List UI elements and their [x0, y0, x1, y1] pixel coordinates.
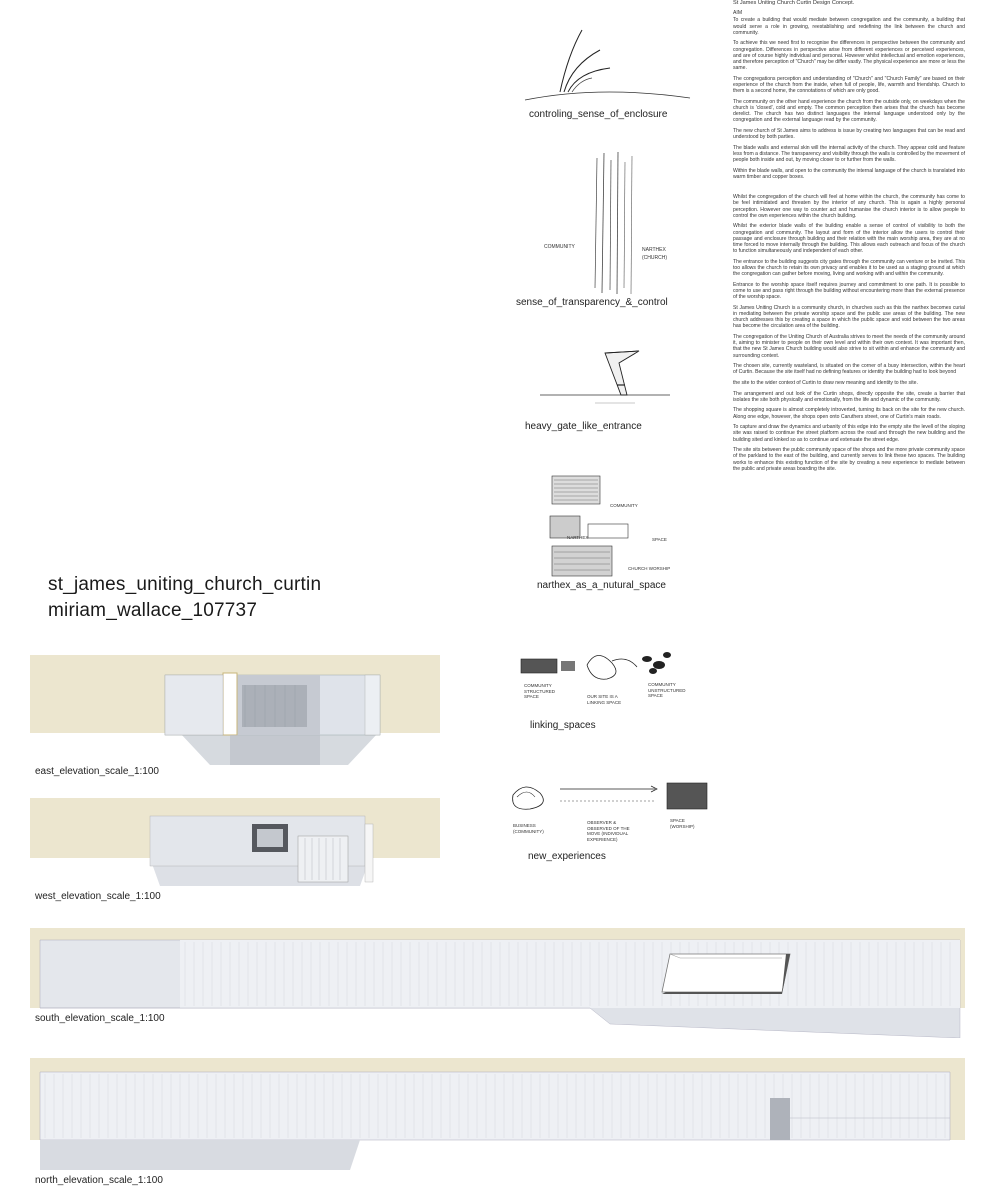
concept-paragraph: Entrance to the worship space itself requires journey and commitment to one path. It is possible to come to use and pass right through the building without encountering more than the external presence of the worship space.: [733, 281, 965, 301]
sketch-caption: heavy_gate_like_entrance: [525, 421, 642, 432]
concept-paragraph: The blade walls and external skin will the internal activity of the church. They appear cold and feature less from a distance. The transparency and visibility through the walls is controlled by the movement of people both inside and out, by moving closer to or further from the walls.: [733, 144, 965, 164]
concept-paragraph: The congregations perception and understanding of "Church" and "Church Family" are based on their experience of the church from the inside, when full of people, life, warmth and friendship. Church to them is a second home, the connotations of which are only good.: [733, 75, 965, 95]
sketch-transparency: [540, 148, 690, 298]
sketch-narthex: [548, 472, 698, 582]
concept-paragraph: The site sits between the public community space of the shops and the more private community space of the parkland to the east of the building, and currently serves to link these two spaces. The building works to enhance this existing function of the site by creating a new experience to mediate between the public and private areas boarding the site.: [733, 447, 965, 472]
concept-paragraph: The entrance to the building suggests city gates through the community can venture or be invited. This too allows the church to retain its own privacy and enables it to be used as a staging ground at which the congregation can gather before moving, living and working with and within the community.: [733, 258, 965, 278]
south-elevation: [30, 928, 965, 1038]
concept-paragraph: The shopping square is almost completely introverted, turning its back on the site for the new church. Along one edge, however, the shops open onto Caruthers street, one of Curtin's main roads.: [733, 407, 965, 420]
elevation-caption: south_elevation_scale_1:100: [35, 1013, 165, 1024]
west-elevation: [30, 798, 440, 886]
sketch-gate: [535, 345, 675, 415]
concept-paragraph: To capture and draw the dynamics and urbanity of this edge into the empty site the levell of the sloping site was raised to continue the street platform across the road and through the new building and the building sited and kinked so as to continue and extenuate the street edge.: [733, 424, 965, 443]
concept-paragraph: Within the blade walls, and open to the community the internal language of the church is translated into warm timber and copper boxes.: [733, 167, 965, 181]
sketch-annotation: COMMUNITY: [544, 244, 575, 250]
sketch-narthex-drawing: [548, 472, 698, 582]
sketch-annotation: SPACE: [652, 537, 667, 542]
project-title-block: [48, 572, 321, 624]
sketch-annotation: BUSINESS (COMMUNITY): [513, 823, 544, 834]
concept-paragraph: Whilst the congregation of the church will feel at home within the church, the community has come to be feel intimidated and threaten by the interior of any church. This is again a highly personal perception. However one way to counter act and humanise the church interior is to allow people to control the own experiences within the church building.: [733, 194, 965, 219]
sketch-annotation: (CHURCH): [642, 255, 667, 261]
concept-heading: St James Uniting Church Curtin Design Concept.: [733, 0, 855, 6]
project-title: st_james_uniting_church_curtin: [48, 574, 322, 595]
concept-paragraph: To create a building that would mediate between congregation and the community, a building that would serve a role in growing, reestablishing and redefining the link between the church and community.: [733, 17, 965, 36]
concept-paragraph: The arrangement and out look of the Curtin shops, directly opposite the site, create a barrier that isolates the site both physically and emotionally, from the life and dynamic of the community.: [733, 390, 965, 403]
concept-paragraph: The chosen site, currently wasteland, is situated on the corner of a busy intersection, within the heart of Curtin. Because the site itself had no defining features or identity the building had to look beyond: [733, 363, 965, 376]
east-elevation: [30, 655, 440, 765]
sketch-enclosure-drawing: [520, 20, 695, 120]
sketch-annotation: CHURCH WORSHIP: [628, 566, 671, 571]
concept-paragraph: The congregation of the Uniting Church of Australia strives to meet the needs of the community around it, aiming to minister to people on their own level and within their own context. It was important then, that the new St James Church building would also strive to sit within and enhance the community and surrounding context.: [733, 334, 965, 359]
east-elevation-drawing: [30, 655, 440, 765]
sketch-annotation: NARTHEX: [567, 535, 589, 540]
sketch-annotation: COMMUNITY: [610, 503, 638, 508]
sketch-annotation: COMMUNITY UNSTRUCTURED SPACE: [648, 682, 686, 698]
concept-paragraph: the site to the wider context of Curtin to draw new meaning and identity to the site.: [733, 380, 918, 387]
sketch-gate-drawing: [535, 345, 675, 415]
sketch-annotation: SPACE (WORSHIP): [670, 818, 695, 829]
concept-paragraph: To achieve this we need first to recognise the differences in perspective between the community and congregation. Differences in perspective arise from different experiences or perceived experiences, and are of course highly individual and personal. However whilst intellectual and emotion experiences, and therefore perception of "Church" may be differ vastly. The physical experience are more or less the same.: [733, 40, 965, 72]
sketch-caption: new_experiences: [528, 851, 606, 862]
elevation-caption: west_elevation_scale_1:100: [35, 891, 161, 902]
project-author: miriam_wallace_107737: [48, 600, 258, 621]
sketch-enclosure: [520, 20, 695, 120]
sketch-annotation: COMMUNITY STRUCTURED SPACE: [524, 683, 555, 699]
concept-paragraph: The community on the other hand experience the church from the outside only, on weekdays when the church is 'closed', cold and empty. The common perception then arises that the church has become derelict. The church has two distinct languages the internal language understood only by the congregation and the external language read by the community.: [733, 98, 965, 124]
concept-paragraph: The new church of St James aims to address is issue by creating two languages that can be read and understood by both parties.: [733, 128, 965, 141]
south-elevation-drawing: [30, 928, 965, 1038]
sketch-transparency-drawing: [540, 148, 690, 298]
sketch-caption: sense_of_transparency_&_control: [516, 297, 668, 308]
north-elevation: [30, 1058, 965, 1170]
north-elevation-drawing: [30, 1058, 965, 1170]
sketch-caption: linking_spaces: [530, 720, 596, 731]
concept-aim-label: AIM: [733, 10, 743, 17]
design-concept-text: [733, 0, 965, 476]
concept-paragraph: Whilst the exterior blade walls of the building enable a sense of control of visibility to both the congregation and community. The layout and form of the interior allow the users to control their passage and enclosure through building and their relation with the main worship area, they are at no time forced to move internally through the building. This allows each outreach and focus of the church to function simultaneously and independent of each other.: [733, 223, 965, 255]
sketch-annotation: OBSERVER & OBSERVED OF THE MOVE (INDIVIDUAL EXPERIENCE): [587, 820, 630, 842]
elevation-caption: north_elevation_scale_1:100: [35, 1175, 163, 1186]
sketch-annotation: OUR SITE IS A LINKING SPACE: [587, 694, 622, 705]
sketch-caption: narthex_as_a_nutural_space: [537, 580, 666, 591]
elevation-caption: east_elevation_scale_1:100: [35, 766, 159, 777]
concept-paragraph: St James Uniting Church is a community church, in churches such as this the narthex becomes curial in mediating between the private worship space and the public use areas of the building. The new church addresses this by creating a space in which the public space and void between the two areas has become the circulation area of the building.: [733, 304, 965, 330]
sketch-annotation: NARTHEX: [642, 247, 666, 253]
west-elevation-drawing: [30, 798, 440, 886]
sketch-caption: controling_sense_of_enclosure: [529, 109, 668, 120]
